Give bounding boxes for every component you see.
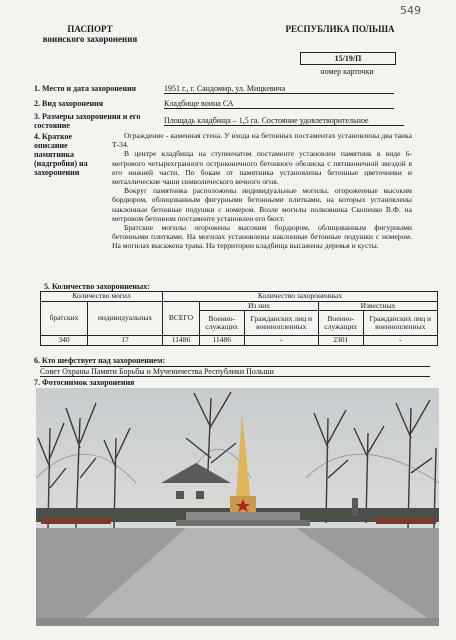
passport-title: ПАСПОРТ [67,24,113,34]
country-title: РЕСПУБЛИКА ПОЛЬША [285,24,395,34]
cemetery-photo [36,388,439,626]
value-total: 11486 [163,336,200,346]
page-number: 549 [400,4,421,17]
patron-label: 6. Кто шефствует над захоронением: [34,356,166,365]
col-mass: братских [41,301,88,336]
value-individual: 17 [88,336,163,346]
passport-title-block [30,24,150,44]
description-label: 4. Краткое описание памятника (надгробия) на захоронении [34,132,88,177]
card-number-label: номер карточки [320,67,374,76]
value-military: 11486 [200,336,245,346]
value-mass: 340 [41,336,88,346]
description-paragraph: В центре кладбища на ступенчатом постаменте установлен памятник в виде 6-метрового четырехгранного остроконечного бетонного обелиска с пятиконечной звездой в его нижней части. По бокам от памятника установлены бетонные цветочники и металлические чаши символического вечного огня. [112,149,412,187]
buried-header: Количество захороненных [163,292,438,302]
col-military: Военно-служащих [200,311,245,336]
patron-value: Совет Охраны Памяти Борьбы и Мученичества Республики Польши [40,366,430,377]
place-label: 1. Место и дата захоронения [34,84,137,93]
cemetery-photo-image [36,388,439,626]
col-known-civil: Гражданских лиц и военнопленных [363,311,437,336]
type-value: Кладбище воина СА [164,99,394,109]
description-paragraph: Братские могилы огорожены высоким бордюром, облицованным фигурными бетонными плитками. На могилах установлены наклонные бетонные подушки с номером. На могилах высажена трава. На территории кладбища высажены деревья и кусты. [112,223,412,251]
burials-table [40,291,438,346]
photo-label: 7. Фотоснимок захоронения [34,378,135,387]
col-civil: Гражданских лиц и военнопленных [244,311,318,336]
size-label: 3. Размеры захоронения и его состояние [34,112,141,130]
col-total: ВСЕГО [163,301,200,336]
col-individual: индивидуальных [88,301,163,336]
burials-label: 5. Количество захоронненых: [44,282,150,291]
place-value: 1951 г., г. Сандомир, ул. Мицкевича [164,84,394,94]
type-label: 2. Вид захоронения [34,99,104,108]
value-known-military: 2301 [318,336,363,346]
of-them-header: Из них [200,301,319,311]
col-known-military: Военно-служащих [318,311,363,336]
description-paragraph: Вокруг памятника расположены индивидуальные могилы, огороженные высоким бордюром, облицованным фигурными бетонными плитками, на которых установлены наклонные бетонные подушки с номером. Возле могилы полковника Скопенко В.Ф. на метровом бетонном постаменте установлен его бюст. [112,186,412,223]
card-number: 15/19/П [300,52,396,65]
description-paragraph: Ограждение - каменная стена. У входа на бетонных постаментах установлены два танка Т-34. [112,131,412,150]
description-text [112,131,412,251]
value-known-civil: - [363,336,437,346]
graves-header: Количество могил [41,292,163,302]
size-value: Площадь кладбища – 1,5 га. Состояние удовлетворительное [164,116,404,126]
value-civil: - [244,336,318,346]
known-header: Известных [318,301,437,311]
passport-subtitle: воинского захоронения [42,34,138,44]
